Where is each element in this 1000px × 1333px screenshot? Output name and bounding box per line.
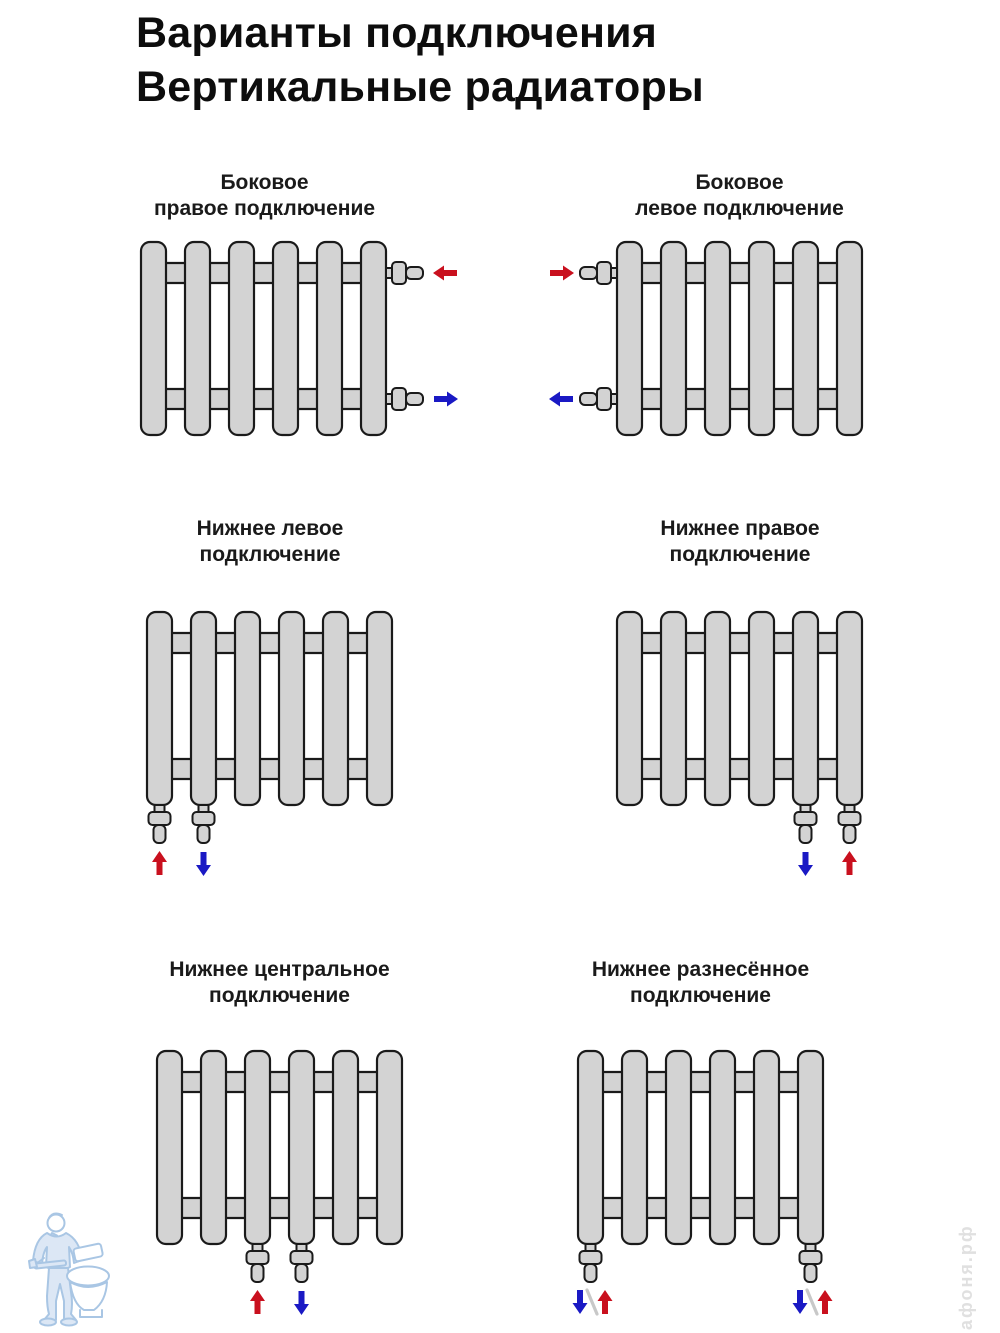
pipe-fitting bbox=[580, 1244, 602, 1282]
radiator-body bbox=[617, 612, 862, 805]
return-arrow-icon bbox=[549, 392, 573, 407]
radiator-diagram-bottom-center bbox=[157, 1051, 402, 1315]
pipe-fitting bbox=[386, 388, 423, 410]
supply-arrow-icon bbox=[818, 1290, 833, 1314]
radiator-body bbox=[157, 1051, 402, 1244]
supply-arrow-icon bbox=[550, 266, 574, 281]
radiator-body bbox=[147, 612, 392, 805]
radiator-diagram-side-left bbox=[549, 242, 862, 435]
label-line: подключение bbox=[209, 984, 350, 1007]
pipe-fitting bbox=[839, 805, 861, 843]
pipe-fitting bbox=[580, 262, 617, 284]
label-line: Боковое bbox=[220, 171, 309, 194]
pipe-fitting bbox=[149, 805, 171, 843]
radiator-body bbox=[141, 242, 386, 435]
radiator-body bbox=[617, 242, 862, 435]
supply-arrow-icon bbox=[842, 851, 857, 875]
supply-arrow-icon bbox=[250, 1290, 265, 1314]
plumber-logo bbox=[22, 1206, 118, 1330]
label-line: Нижнее центральное bbox=[169, 958, 390, 981]
return-arrow-icon bbox=[573, 1290, 588, 1314]
radiator-diagram-bottom-spread bbox=[573, 1051, 833, 1314]
return-arrow-icon bbox=[434, 392, 458, 407]
radiator-diagram-bottom-right bbox=[617, 612, 862, 876]
radiator-diagram-side-right bbox=[141, 242, 458, 435]
label-line: подключение bbox=[669, 543, 811, 566]
toilet bbox=[67, 1243, 109, 1317]
supply-arrow-icon bbox=[152, 851, 167, 875]
label-line: подключение bbox=[630, 984, 771, 1007]
return-arrow-icon bbox=[793, 1290, 808, 1314]
page-title-line2: Вертикальные радиаторы bbox=[136, 63, 704, 111]
return-arrow-icon bbox=[798, 852, 813, 876]
pipe-fitting bbox=[795, 805, 817, 843]
page-title-line1: Варианты подключения bbox=[136, 9, 658, 57]
radiator-body bbox=[578, 1051, 823, 1244]
pipe-fitting bbox=[386, 262, 423, 284]
supply-arrow-icon bbox=[598, 1290, 613, 1314]
return-arrow-icon bbox=[294, 1291, 309, 1315]
either-direction-slash bbox=[587, 1290, 597, 1314]
either-direction-slash bbox=[807, 1290, 817, 1314]
label-line: Нижнее правое bbox=[660, 517, 820, 540]
pipe-fitting bbox=[247, 1244, 269, 1282]
pipe-fitting bbox=[291, 1244, 313, 1282]
pipe-fitting bbox=[580, 388, 617, 410]
return-arrow-icon bbox=[196, 852, 211, 876]
pipe-fitting bbox=[800, 1244, 822, 1282]
label-line: левое подключение bbox=[635, 197, 844, 220]
label-line: правое подключение bbox=[153, 197, 376, 220]
radiator-diagram-bottom-left bbox=[147, 612, 392, 876]
label-line: Нижнее разнесённое bbox=[591, 958, 810, 981]
pipe-fitting bbox=[193, 805, 215, 843]
label-line: Боковое bbox=[695, 171, 784, 194]
supply-arrow-icon bbox=[433, 266, 457, 281]
brand-watermark-text: афоня.рф bbox=[956, 1224, 976, 1330]
label-line: Нижнее левое bbox=[196, 517, 344, 540]
label-line: подключение bbox=[199, 543, 341, 566]
